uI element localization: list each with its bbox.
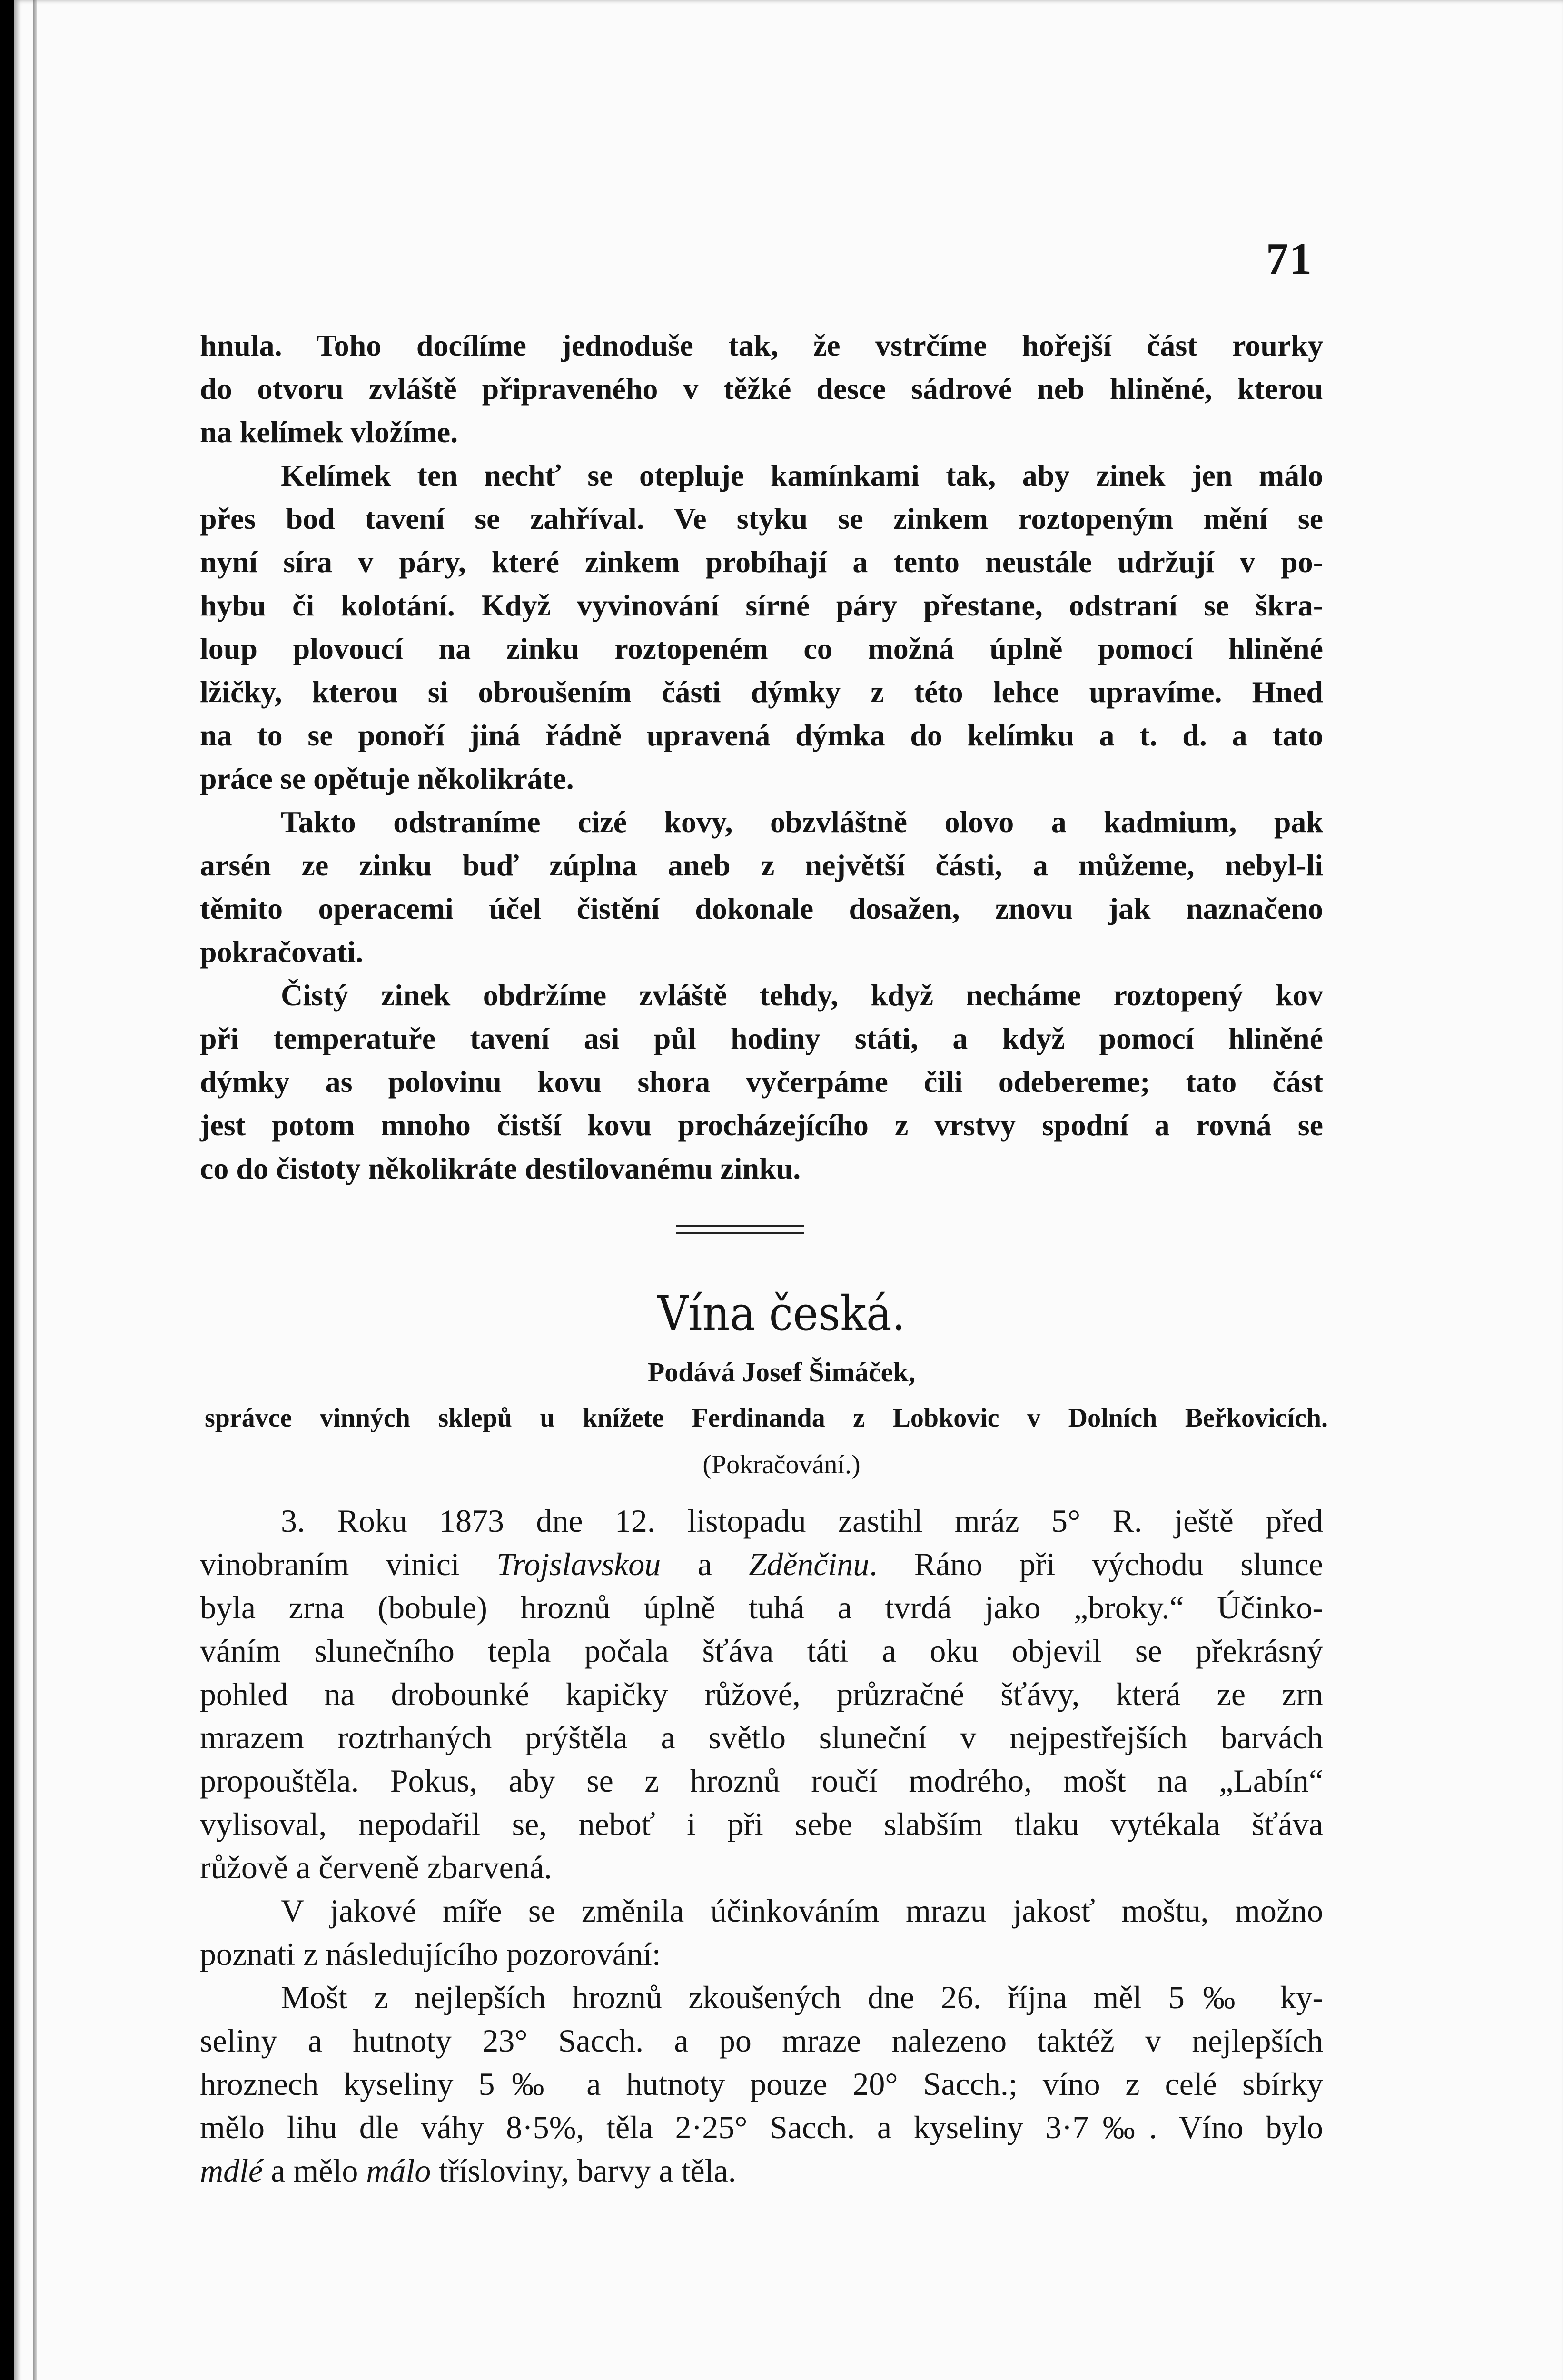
text-line: na kelímek vložíme. bbox=[200, 415, 458, 449]
text-line: Takto odstraníme cizé kovy, obzvláštně olovo a kadmium, pak bbox=[281, 805, 1323, 839]
text-line: hybu či kolotání. Když vyvinování sírné páry přestane, odstraní se škra- bbox=[200, 588, 1323, 622]
text-line: dýmky as polovinu kovu shora vyčerpáme čili odebereme; tato část bbox=[200, 1065, 1323, 1099]
page-gutter-shadow bbox=[33, 0, 37, 2380]
text-line: jest potom mnoho čistší kovu procházejícího z vrstvy spodní a rovná se bbox=[200, 1108, 1323, 1142]
article-byline: Podává Josef Šimáček, bbox=[647, 1357, 916, 1388]
page-number: 71 bbox=[1266, 234, 1313, 284]
article-title: Vína česká. bbox=[657, 1286, 906, 1341]
text-line: těmito operacemi účel čistění dokonale dosažen, znovu jak naznačeno bbox=[200, 892, 1323, 925]
text-line: byla zrna (bobule) hroznů úplně tuhá a tvrdá jako „broky.“ Účinko- bbox=[200, 1589, 1323, 1626]
text-line: loup plovoucí na zinku roztopeném co možná úplně pomocí hliněné bbox=[200, 632, 1323, 665]
emphasis: málo bbox=[366, 2152, 431, 2189]
lower-text-block bbox=[200, 1499, 1323, 2192]
text-line: Kelímek ten nechť se otepluje kamínkami tak, aby zinek jen málo bbox=[281, 458, 1323, 492]
emphasis: mdlé bbox=[200, 2152, 263, 2189]
text-line: mělo lihu dle váhy 8·5%, těla 2·25° Sacch. a kyseliny 3·7‰. Víno bylo bbox=[200, 2109, 1323, 2145]
text-line: hnula. Toho docílíme jednoduše tak, že vstrčíme hořejší část rourky bbox=[200, 328, 1323, 362]
text-line: arsén ze zinku buď zúplna aneb z největší části, a můžeme, nebyl-li bbox=[200, 848, 1323, 882]
text-line: vylisoval, nepodařil se, neboť i při sebe slabším tlaku vytékala šťáva bbox=[200, 1806, 1323, 1842]
text-line: V jakové míře se změnila účinkováním mrazu jakosť moštu, možno bbox=[281, 1893, 1323, 1929]
section-divider-top bbox=[676, 1225, 804, 1227]
text-line: růžově a červeně zbarvená. bbox=[200, 1849, 552, 1885]
scan-border bbox=[0, 0, 14, 2380]
place-name: Trojslavskou bbox=[496, 1546, 661, 1582]
text-line: 3. Roku 1873 dne 12. listopadu zastihl mráz 5° R. ještě před bbox=[281, 1503, 1323, 1539]
text-line: pohled na drobounké kapičky růžové, průzračné šťávy, která ze zrn bbox=[200, 1676, 1323, 1712]
text-line: do otvoru zvláště připraveného v těžké desce sádrové neb hliněné, kterou bbox=[200, 372, 1323, 406]
text-line: nyní síra v páry, které zinkem probíhají a tento neustále udržují v po- bbox=[200, 545, 1323, 579]
text-line: hroznech kyseliny 5‰ a hutnoty pouze 20° Sacch.; víno z celé sbírky bbox=[200, 2066, 1323, 2102]
text-line: pokračovati. bbox=[200, 935, 364, 969]
text-line: seliny a hutnoty 23° Sacch. a po mraze nalezeno taktéž v nejlepších bbox=[200, 2023, 1323, 2059]
text-line: lžičky, kterou si obroušením části dýmky z této lehce upravíme. Hned bbox=[200, 675, 1323, 709]
text-line: mdlé a mělo málo třísloviny, barvy a těla. bbox=[200, 2152, 736, 2189]
text-line: mrazem roztrhaných prýštěla a světlo sluneční v nejpestřejších barvách bbox=[200, 1719, 1323, 1755]
text-line: Čistý zinek obdržíme zvláště tehdy, když necháme roztopený kov bbox=[281, 978, 1323, 1012]
text-line: přes bod tavení se zahříval. Ve styku se zinkem roztopeným mění se bbox=[200, 502, 1323, 536]
place-name: Zděnčinu bbox=[749, 1546, 870, 1582]
text-line: na to se ponoří jiná řádně upravená dýmka do kelímku a t. d. a tato bbox=[200, 718, 1323, 752]
section-divider-bottom bbox=[676, 1232, 804, 1234]
text-line: co do čistoty několikráte destilovanému zinku. bbox=[200, 1151, 801, 1185]
continuation-note: (Pokračování.) bbox=[702, 1450, 861, 1479]
text-line: váním slunečního tepla počala šťáva táti a oku objevil se překrásný bbox=[200, 1633, 1323, 1669]
text-line: propouštěla. Pokus, aby se z hroznů roučí modrého, mošt na „Labín“ bbox=[200, 1763, 1323, 1799]
text-line: práce se opětuje několikráte. bbox=[200, 762, 574, 795]
text-line: Mošt z nejlepších hroznů zkoušených dne 26. října měl 5‰ ky- bbox=[281, 1979, 1323, 2015]
author-affiliation: správce vinných sklepů u knížete Ferdinanda z Lobkovic v Dolních Beřkovicích. bbox=[205, 1403, 1328, 1433]
text-line: vinobraním vinici Trojslavskou a Zděnčinu. Ráno při východu slunce bbox=[200, 1546, 1323, 1582]
text-line: poznati z následujícího pozorování: bbox=[200, 1936, 661, 1972]
upper-text-block bbox=[200, 324, 1323, 1190]
text-line: při temperatuře tavení asi půl hodiny státi, a když pomocí hliněné bbox=[200, 1021, 1323, 1055]
